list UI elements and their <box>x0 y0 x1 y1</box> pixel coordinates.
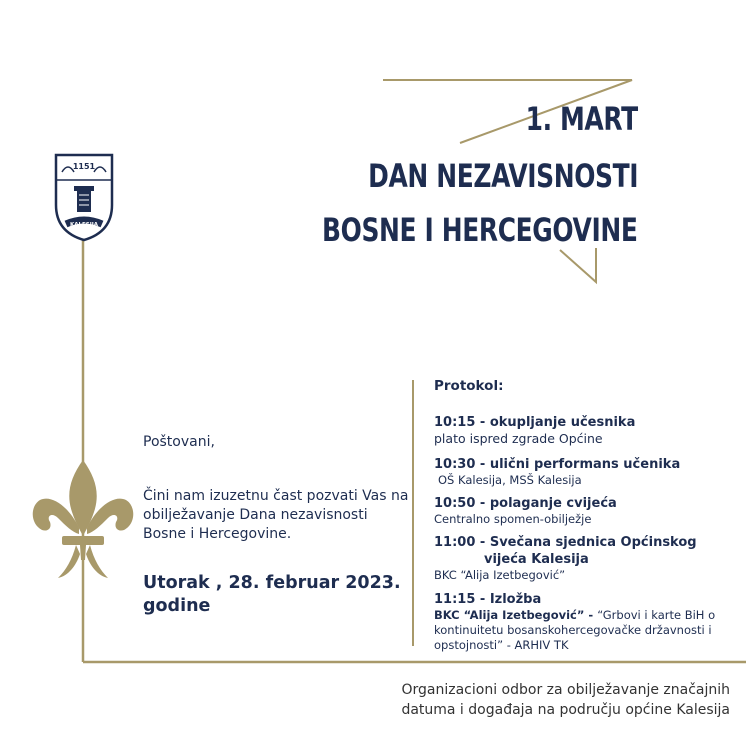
organizer-footer <box>310 680 730 720</box>
crest-text-layer <box>56 155 112 240</box>
protocol-item <box>434 591 719 653</box>
protocol-item-venue: BKC “Alija Izetbegović” - <box>434 608 598 622</box>
title-line-3: BOSNE I HERCEGOVINE <box>322 211 638 249</box>
protocol-item-detail: plato ispred zgrade Općine <box>434 431 603 446</box>
crest-year: 1151 <box>72 162 96 171</box>
protocol-item-title: 10:50 - polaganje cvijeća <box>434 496 617 511</box>
protocol-item <box>434 414 734 447</box>
protocol-item-title-cont: vijeća Kalesija <box>484 552 589 567</box>
protocol-item <box>434 495 734 527</box>
protocol-item-title: 11:00 - Svečana sjednica Općinskog <box>434 535 697 550</box>
greeting: Poštovani, <box>143 434 215 450</box>
protocol-item <box>434 534 734 583</box>
protocol-item-title: 10:15 - okupljanje učesnika <box>434 415 636 430</box>
invitation-body: Čini nam izuzetnu čast pozvati Vas na obilježavanje Dana nezavisnosti Bosne i Hercegovine. <box>143 488 409 542</box>
footer-line-2: datuma i događaja na području općine Kalesija <box>401 702 730 718</box>
event-date: Utorak , 28. februar 2023. godine <box>143 573 401 616</box>
protocol-item-detail: “Grbovi i karte BiH o kontinuitetu bosanskohercegovačke državnosti i opstojnosti” - ARHIV TK <box>434 608 716 652</box>
footer-line-1: Organizacioni odbor za obilježavanje značajnih <box>401 682 730 698</box>
protocol-item-title: 11:15 - Izložba <box>434 592 542 607</box>
protocol-item-detail: Centralno spomen-obilježje <box>434 512 592 526</box>
protocol-item-detail: BKC “Alija Izetbegović” <box>434 568 566 582</box>
title-line-1: 1. MART <box>525 100 638 138</box>
title-frame-bottom <box>560 248 596 282</box>
protocol-heading: Protokol: <box>434 378 504 394</box>
protocol-item-detail: OŠ Kalesija, MSŠ Kalesija <box>438 473 582 487</box>
protocol-item <box>434 456 734 488</box>
protocol-item-title: 10:30 - ulični performans učenika <box>434 457 681 472</box>
title-line-2: DAN NEZAVISNOSTI <box>367 157 638 195</box>
crest-name: KALESIJA <box>69 222 99 228</box>
